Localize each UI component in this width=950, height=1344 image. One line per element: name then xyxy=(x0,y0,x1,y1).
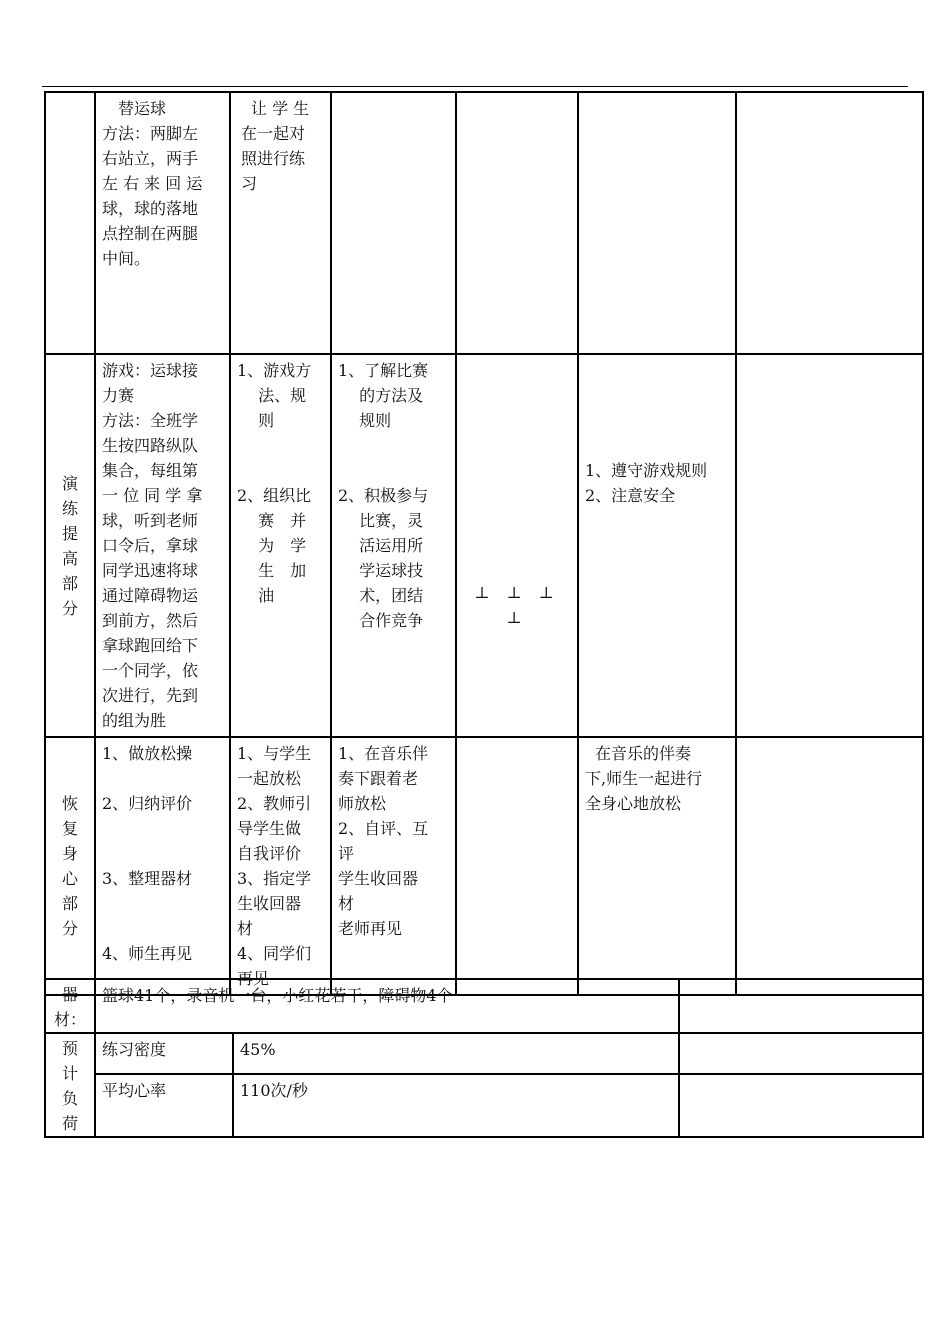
formation-cell xyxy=(456,354,578,737)
extra-cell xyxy=(736,92,923,354)
heart-rate-extra xyxy=(679,1074,923,1137)
formation-marks: ⊥ ⊥ ⊥ ⊥ xyxy=(474,583,560,627)
section-label: 演 练 提 高 部 分 xyxy=(45,354,95,737)
equipment-extra xyxy=(679,979,923,1033)
row-practice xyxy=(45,92,923,354)
teacher-activity-cell: 1、游戏方 法、规 则 2、组织比 赛 并 为 学 生 加 油 xyxy=(230,354,331,737)
extra-cell xyxy=(736,354,923,737)
density-value: 45% xyxy=(233,1033,679,1074)
teacher-activity-cell: 让 学 生 在一起对 照进行练 习 xyxy=(230,92,331,354)
section-label: 恢 复 身 心 部 分 xyxy=(45,737,95,995)
equipment-text: 篮球41个，录音机一台，小红花若干，障碍物4个 xyxy=(95,979,679,1033)
footer-table xyxy=(44,978,924,1138)
content-cell: 游戏：运球接 力赛 方法：全班学 生按四路纵队 集合，每组第 一 位 同 学 拿 球，听到老师 口令后，拿球 同学迅速将球 通过障碍物运 到前方，然后 拿球跑回给下 一个同学，依 次进行，先到 的组为胜 xyxy=(95,354,230,737)
student-activity-cell: 1、了解比赛 的方法及 规则 2、积极参与 比赛，灵 活运用所 学运球技 术，团结 合作竞争 xyxy=(331,354,456,737)
section-label xyxy=(45,92,95,354)
formation-cell xyxy=(456,737,578,995)
density-extra xyxy=(679,1033,923,1074)
lesson-plan-table xyxy=(44,91,924,996)
student-activity-cell xyxy=(331,92,456,354)
density-label: 练习密度 xyxy=(95,1033,233,1074)
notes-cell: 1、遵守游戏规则 2、注意安全 xyxy=(578,354,736,737)
heart-rate-value: 110次/秒 xyxy=(233,1074,679,1137)
content-cell: 1、做放松操 2、归纳评价 3、整理器材 4、师生再见 xyxy=(95,737,230,995)
student-activity-cell: 1、在音乐伴 奏下跟着老 师放松 2、自评、互 评 学生收回器 材 老师再见 xyxy=(331,737,456,995)
row-improvement xyxy=(45,354,923,737)
formation-cell xyxy=(456,92,578,354)
extra-cell xyxy=(736,737,923,995)
load-label: 预 计 负 荷 xyxy=(45,1033,95,1137)
row-recovery xyxy=(45,737,923,995)
content-cell: 替运球 方法：两脚左 右站立，两手 左 右 来 回 运 球，球的落地 点控制在两腿 中间。 xyxy=(95,92,230,354)
row-density xyxy=(45,1033,923,1074)
heart-rate-label: 平均心率 xyxy=(95,1074,233,1137)
equipment-label: 器 材： xyxy=(45,979,95,1033)
teacher-activity-cell: 1、与学生 一起放松 2、教师引 导学生做 自我评价 3、指定学 生收回器 材 4、同学们 再见 xyxy=(230,737,331,995)
page-top-rule xyxy=(42,86,908,87)
row-equipment xyxy=(45,979,923,1033)
notes-cell: 在音乐的伴奏 下,师生一起进行 全身心地放松 xyxy=(578,737,736,995)
row-heart-rate xyxy=(45,1074,923,1137)
notes-cell xyxy=(578,92,736,354)
